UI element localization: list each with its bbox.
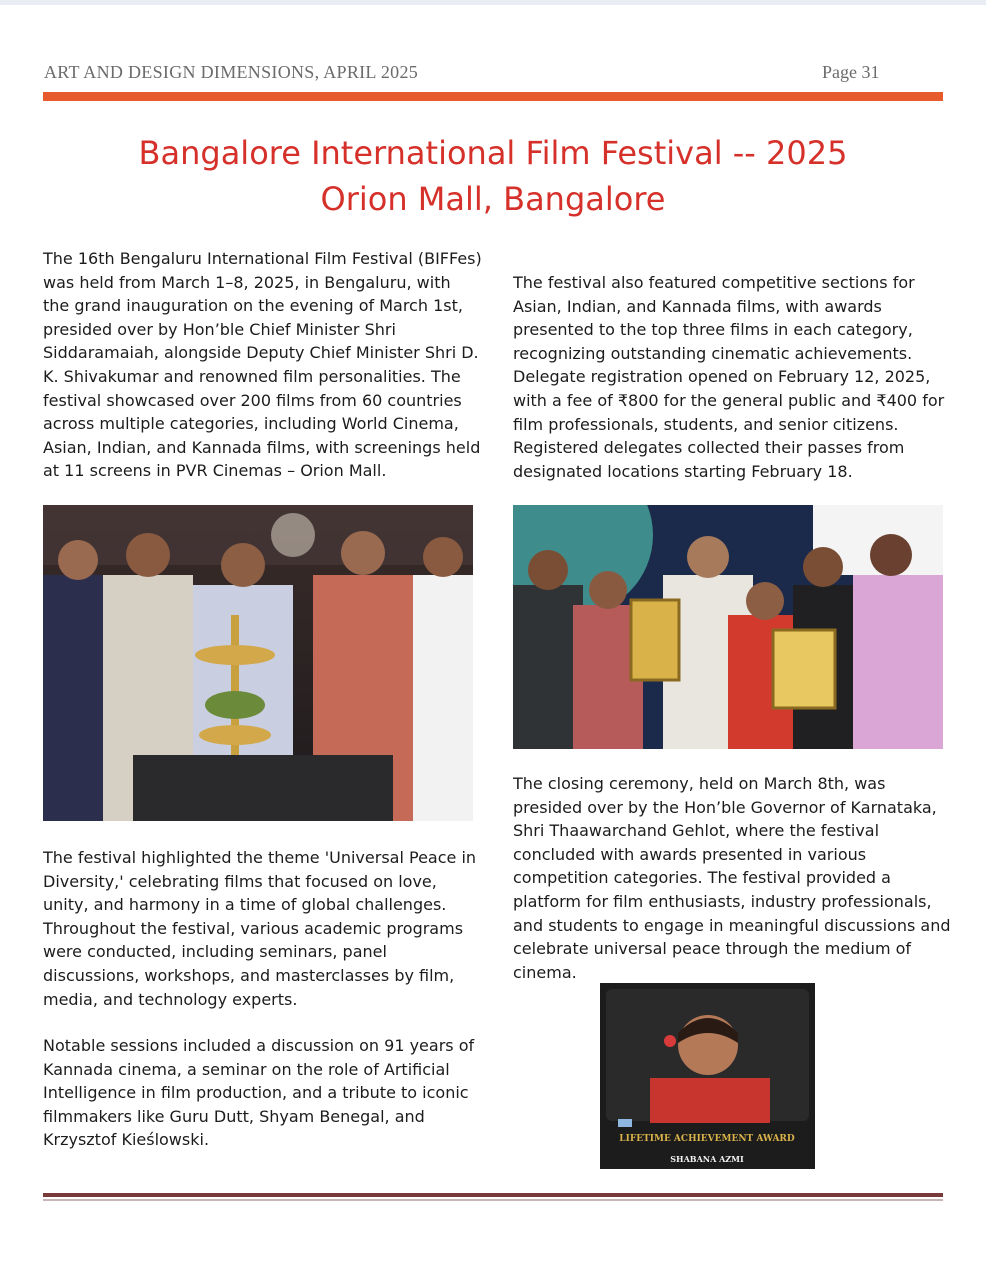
inauguration-photo <box>43 505 473 821</box>
text-line: platform for film enthusiasts, industry professionals, <box>513 891 932 911</box>
text-line: Krzysztof Kieślowski. <box>43 1130 210 1150</box>
right-paragraph-2 <box>513 772 951 984</box>
text-line: The 16th Bengaluru International Film Festival (BIFFes) <box>43 249 482 268</box>
text-line: presided over by the Hon’ble Governor of Karnataka, <box>513 797 937 817</box>
text-line: and students to engage in meaningful discussions and <box>513 915 951 935</box>
text-line: unity, and harmony in a time of global challenges. <box>43 895 447 915</box>
text-line: celebrate universal peace through the medium of <box>513 939 912 959</box>
text-line: Asian, Indian, and Kannada films, with awards <box>513 296 882 316</box>
left-paragraph-2 <box>43 846 476 1011</box>
right-paragraph-1 <box>513 271 944 483</box>
text-line: Registered delegates collected their passes from <box>513 438 905 458</box>
title-line-2: Orion Mall, Bangalore <box>320 180 666 218</box>
article-title <box>43 130 943 222</box>
text-line: at 11 screens in PVR Cinemas – Orion Mall. <box>43 461 387 481</box>
text-line: recognizing outstanding cinematic achievements. <box>513 343 913 363</box>
text-line: cinema. <box>513 962 577 982</box>
text-line: Diversity,' celebrating films that focused on love, <box>43 871 437 891</box>
text-line: discussions, workshops, and masterclasses by film, <box>43 965 455 985</box>
left-paragraph-1 <box>43 247 482 483</box>
text-line: Intelligence in film production, and a tribute to iconic <box>43 1083 469 1103</box>
text-line: designated locations starting February 18. <box>513 461 853 481</box>
text-line: Siddaramaiah, alongside Deputy Chief Minister Shri D. <box>43 343 479 363</box>
footer-rule-light <box>43 1199 943 1201</box>
award-presentation-photo-art <box>513 505 943 749</box>
text-line: presented to the top three films in each category, <box>513 320 913 340</box>
text-line: Delegate registration opened on February 12, 2025, <box>513 367 931 387</box>
text-line: filmmakers like Guru Dutt, Shyam Benegal, and <box>43 1106 425 1126</box>
text-line: Kannada cinema, a seminar on the role of Artificial <box>43 1059 450 1079</box>
text-line: Shri Thaawarchand Gehlot, where the festival <box>513 821 880 841</box>
page-number: Page 31 <box>822 62 880 82</box>
text-line: media, and technology experts. <box>43 989 298 1009</box>
text-line: K. Shivakumar and renowned film personalities. The <box>43 366 461 386</box>
inauguration-photo-art <box>43 505 473 821</box>
text-line: presided over by Hon’ble Chief Minister Shri <box>43 319 396 339</box>
text-line: The festival highlighted the theme 'Universal Peace in <box>43 848 477 867</box>
text-line: were conducted, including seminars, panel <box>43 942 387 962</box>
lifetime-achievement-card <box>600 983 815 1169</box>
text-line: Throughout the festival, various academic programs <box>43 918 464 938</box>
publication-header: ART AND DESIGN DIMENSIONS, APRIL 2025 <box>44 62 419 82</box>
text-line: Notable sessions included a discussion on 91 years of <box>43 1036 475 1055</box>
award-presentation-photo <box>513 505 943 749</box>
text-line: The festival also featured competitive sections for <box>513 273 915 292</box>
title-line-1: Bangalore International Film Festival -- 2025 <box>138 134 848 172</box>
left-paragraph-3 <box>43 1034 474 1152</box>
top-edge-line <box>0 0 986 5</box>
footer-rule-dark <box>43 1193 943 1197</box>
text-line: festival showcased over 200 films from 60 countries <box>43 390 462 410</box>
text-line: The closing ceremony, held on March 8th, was <box>513 774 886 793</box>
text-line: with a fee of ₹800 for the general public and ₹400 for <box>513 390 945 410</box>
text-line: film professionals, students, and senior citizens. <box>513 414 899 434</box>
award-recipient-name: SHABANA AZMI <box>670 1154 744 1164</box>
text-line: Asian, Indian, and Kannada films, with screenings held <box>43 437 481 457</box>
text-line: across multiple categories, including World Cinema, <box>43 414 459 434</box>
award-caption: LIFETIME ACHIEVEMENT AWARD <box>619 1134 795 1144</box>
text-line: was held from March 1–8, 2025, in Bengaluru, with <box>43 272 451 292</box>
text-line: competition categories. The festival provided a <box>513 868 891 888</box>
text-line: concluded with awards presented in various <box>513 844 867 864</box>
header-rule <box>43 92 943 101</box>
text-line: the grand inauguration on the evening of March 1st, <box>43 296 463 316</box>
